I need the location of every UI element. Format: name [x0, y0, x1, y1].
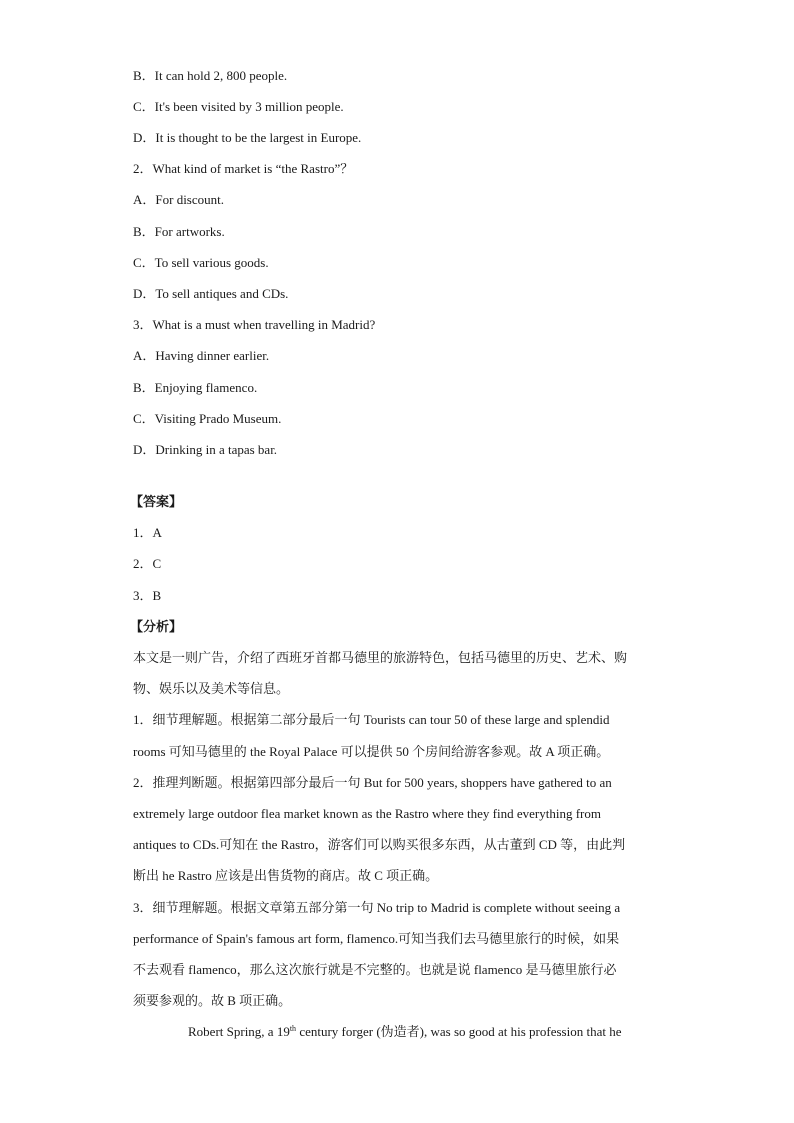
q3-stem: 3．What is a must when travelling in Madrid?: [133, 317, 376, 332]
analysis-line: 3．细节理解题。根据文章第五部分第一句 No trip to Madrid is complete without seeing a: [133, 900, 621, 915]
q2-stem: 2．What kind of market is “the Rastro”？: [133, 161, 354, 176]
ordinal-suffix: th: [289, 1024, 297, 1033]
q1-option-c: C．It's been visited by 3 million people.: [133, 99, 344, 114]
analysis-line: 本文是一则广告，介绍了西班牙首都马德里的旅游特色，包括马德里的历史、艺术、购: [133, 650, 628, 665]
analysis-line: extremely large outdoor flea market known as the Rastro where they find everything from: [133, 806, 601, 821]
passage-text: Robert Spring, a 19: [188, 1024, 290, 1039]
q3-option-a: A．Having dinner earlier.: [133, 348, 270, 363]
q2-option-d: D．To sell antiques and CDs.: [133, 286, 289, 301]
answer-heading: 【答案】: [130, 494, 183, 509]
q1-option-b: B．It can hold 2, 800 people.: [133, 68, 288, 83]
analysis-line: 须要参观的。故 B 项正确。: [133, 993, 292, 1008]
answer-2: 2．C: [133, 556, 162, 571]
analysis-line: 2．推理判断题。根据第四部分最后一句 But for 500 years, shoppers have gathered to an: [133, 775, 612, 790]
q3-option-b: B．Enjoying flamenco.: [133, 380, 258, 395]
analysis-line: 物、娱乐以及美术等信息。: [133, 681, 290, 696]
passage-text-continued: century forger (伪造者), was so good at his profession that he: [296, 1024, 622, 1039]
q1-option-d: D．It is thought to be the largest in Europe.: [133, 130, 362, 145]
q3-option-c: C．Visiting Prado Museum.: [133, 411, 282, 426]
q2-option-a: A．For discount.: [133, 192, 225, 207]
analysis-line: 1．细节理解题。根据第二部分最后一句 Tourists can tour 50 of these large and splendid: [133, 712, 610, 727]
answer-1: 1．A: [133, 525, 162, 540]
next-passage-first-line: [188, 1024, 621, 1040]
q2-option-c: C．To sell various goods.: [133, 255, 269, 270]
analysis-line: antiques to CDs.可知在 the Rastro，游客们可以购买很多东西，从古董到 CD 等，由此判: [133, 837, 626, 852]
analysis-line: rooms 可知马德里的 the Royal Palace 可以提供 50 个房间给游客参观。故 A 项正确。: [133, 744, 610, 759]
analysis-line: 断出 he Rastro 应该是出售货物的商店。故 C 项正确。: [133, 868, 439, 883]
analysis-line: 不去观看 flamenco，那么这次旅行就是不完整的。也就是说 flamenco 是马德里旅行必: [133, 962, 617, 977]
q3-option-d: D．Drinking in a tapas bar.: [133, 442, 278, 457]
q2-option-b: B．For artworks.: [133, 224, 225, 239]
answer-3: 3．B: [133, 588, 162, 603]
analysis-heading: 【分析】: [130, 619, 183, 634]
analysis-line: performance of Spain's famous art form, flamenco.可知当我们去马德里旅行的时候，如果: [133, 931, 620, 946]
